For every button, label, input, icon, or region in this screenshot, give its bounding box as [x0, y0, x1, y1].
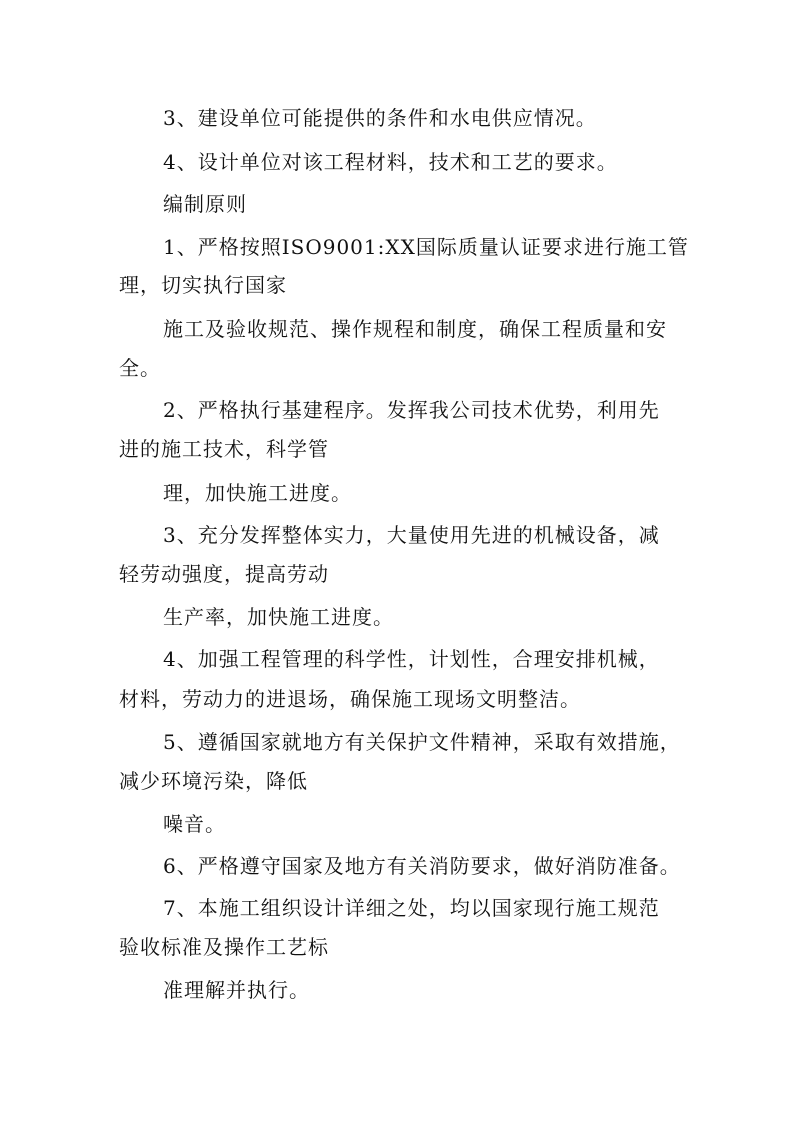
principle-1-line-1: 1、严格按照ISO9001:XX国际质量认证要求进行施工管	[163, 235, 689, 259]
principle-5-line-3: 噪音。	[163, 812, 226, 836]
principle-1-line-3: 施工及验收规范、操作规程和制度，确保工程质量和安	[163, 317, 667, 341]
principle-5-line-1: 5、遵循国家就地方有关保护文件精神，采取有效措施，	[163, 730, 681, 754]
principle-2-line-1: 2、严格执行基建程序。发挥我公司技术优势，利用先	[163, 398, 660, 422]
principle-3-line-2: 轻劳动强度，提高劳动	[119, 562, 329, 586]
principle-5-line-2: 减少环境污染，降低	[119, 769, 308, 793]
principle-6-line-1: 6、严格遵守国家及地方有关消防要求，做好消防准备。	[163, 854, 681, 878]
line-item-3-conditions: 3、建设单位可能提供的条件和水电供应情况。	[163, 106, 597, 130]
section-heading: 编制原则	[163, 192, 247, 216]
principle-1-line-2: 理，切实执行国家	[119, 273, 287, 297]
principle-7-line-2: 验收标准及操作工艺标	[119, 935, 329, 959]
principle-4-line-2: 材料，劳动力的进退场，确保施工现场文明整洁。	[119, 687, 581, 711]
principle-1-line-4: 全。	[119, 356, 161, 380]
principle-7-line-3: 准理解并执行。	[163, 978, 310, 1002]
principle-7-line-1: 7、本施工组织设计详细之处，均以国家现行施工规范	[163, 896, 660, 920]
principle-2-line-2: 进的施工技术，科学管	[119, 437, 329, 461]
line-item-4-requirements: 4、设计单位对该工程材料，技术和工艺的要求。	[163, 150, 618, 174]
principle-3-line-3: 生产率，加快施工进度。	[163, 605, 394, 629]
principle-2-line-3: 理，加快施工进度。	[163, 481, 352, 505]
principle-4-line-1: 4、加强工程管理的科学性，计划性，合理安排机械，	[163, 647, 660, 671]
principle-3-line-1: 3、充分发挥整体实力，大量使用先进的机械设备，减	[163, 523, 660, 547]
